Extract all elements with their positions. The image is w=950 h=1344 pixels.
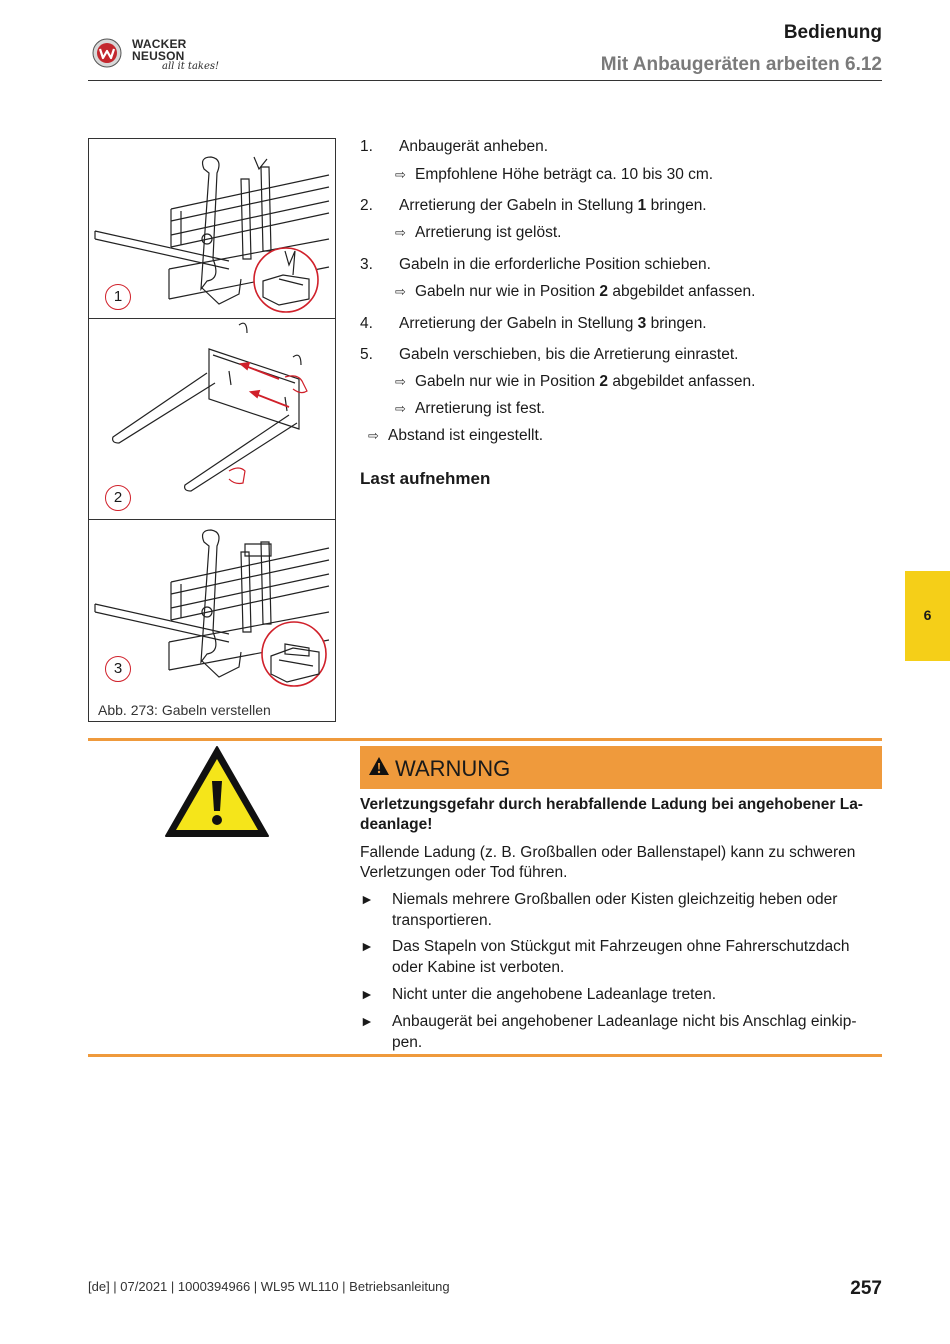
step-text: Anbaugerät anheben. xyxy=(399,138,549,155)
figure-panel-3 xyxy=(89,520,335,720)
bullet-arrow-icon: ► xyxy=(360,986,374,1002)
bullet-text: Das Stapeln von Stückgut mit Fahrzeugen ohne Fahrerschutzdach oder Kabine ist verboten. xyxy=(392,938,850,976)
warning-heading: Verletzungsgefahr durch herabfallende Ladung bei angehobener La-deanlage! xyxy=(360,796,863,833)
figure-gabeln-verstellen xyxy=(88,138,336,722)
result-text: Gabeln nur wie in Position 2 abgebildet anfassen. xyxy=(415,373,756,390)
step-text: Gabeln in die erforderliche Position schieben. xyxy=(399,256,711,273)
logo-line2: NEUSON xyxy=(132,49,185,63)
step-number: 1. xyxy=(360,138,373,155)
callout-number-1: 1 xyxy=(105,284,131,310)
bullet-arrow-icon: ► xyxy=(360,1013,374,1029)
warning-label-bar xyxy=(360,746,882,789)
figure-panel-1 xyxy=(89,139,335,319)
result-text: Abstand ist eingestellt. xyxy=(388,427,544,444)
warning-description: Fallende Ladung (z. B. Großballen oder Ballenstapel) kann zu schweren Verletzungen oder Tod führen. xyxy=(360,844,856,881)
result-text: Gabeln nur wie in Position 2 abgebildet anfassen. xyxy=(415,283,756,300)
step-text: Gabeln verschieben, bis die Arretierung einrastet. xyxy=(399,346,739,363)
result-arrow-icon: ⇨ xyxy=(368,428,379,443)
result-arrow-icon: ⇨ xyxy=(395,225,406,240)
step-number: 4. xyxy=(360,315,373,332)
bullet-arrow-icon: ► xyxy=(360,938,374,954)
figure-caption: Abb. 273: Gabeln verstellen xyxy=(98,702,271,718)
warning-label: WARNUNG xyxy=(395,756,511,781)
bullet-text: Anbaugerät bei angehobener Ladeanlage nicht bis Anschlag einkip-pen. xyxy=(392,1013,857,1051)
logo-mark-icon xyxy=(92,38,122,68)
chapter-number: 6 xyxy=(923,607,932,623)
logo-tagline: all it takes! xyxy=(162,61,220,72)
page-number: 257 xyxy=(850,1278,882,1299)
warning-top-rule xyxy=(88,738,882,741)
result-arrow-icon: ⇨ xyxy=(395,167,406,182)
warning-bottom-rule xyxy=(88,1054,882,1057)
header-divider xyxy=(88,80,882,81)
step-text: Arretierung der Gabeln in Stellung 3 bringen. xyxy=(399,315,707,332)
footer-document-info: [de] | 07/2021 | 1000394966 | WL95 WL110 | Betriebsanleitung xyxy=(88,1279,450,1294)
step-number: 3. xyxy=(360,256,373,273)
bullet-text: Niemals mehrere Großballen oder Kisten gleichzeitig heben oder transportieren. xyxy=(392,891,838,929)
header-title: Bedienung xyxy=(783,22,882,43)
logo-line1: WACKER xyxy=(132,37,187,51)
callout-number-2: 2 xyxy=(105,485,131,511)
step-number: 5. xyxy=(360,346,373,363)
callout-number-3: 3 xyxy=(105,656,131,682)
result-text: Arretierung ist gelöst. xyxy=(415,224,562,241)
bullet-arrow-icon: ► xyxy=(360,891,374,907)
wacker-neuson-logo xyxy=(92,36,222,78)
result-arrow-icon: ⇨ xyxy=(395,374,406,389)
step-number: 2. xyxy=(360,197,373,214)
result-text: Empfohlene Höhe beträgt ca. 10 bis 30 cm. xyxy=(415,166,714,183)
header-subtitle: Mit Anbaugeräten arbeiten 6.12 xyxy=(600,54,882,75)
result-text: Arretierung ist fest. xyxy=(415,400,546,417)
warning-small-icon xyxy=(368,756,390,776)
section-heading: Last aufnehmen xyxy=(360,469,491,488)
result-arrow-icon: ⇨ xyxy=(395,284,406,299)
warning-triangle-icon xyxy=(164,745,270,839)
result-arrow-icon: ⇨ xyxy=(395,401,406,416)
bullet-text: Nicht unter die angehobene Ladeanlage treten. xyxy=(392,986,717,1003)
chapter-tab xyxy=(905,571,950,661)
figure-panel-2 xyxy=(89,319,335,520)
step-text: Arretierung der Gabeln in Stellung 1 bringen. xyxy=(399,197,707,214)
